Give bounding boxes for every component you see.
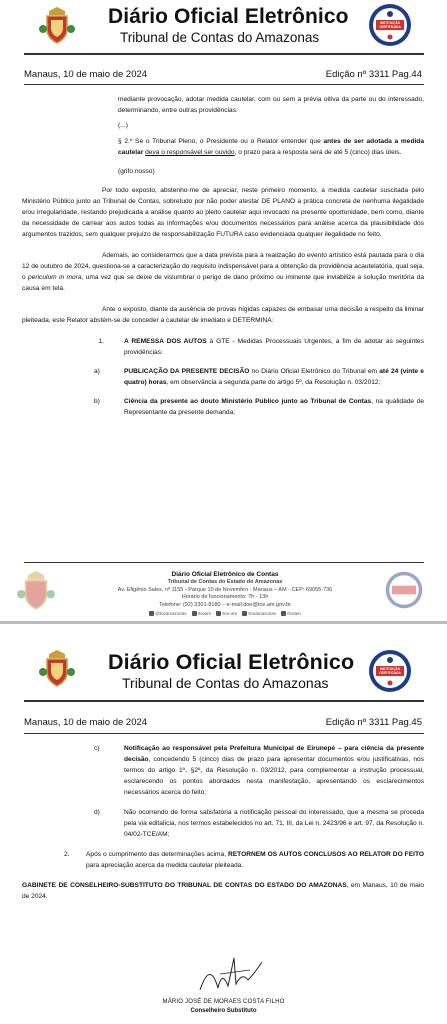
footer-line: Telefone: (92) 3301-8180 – e-mail:doe@tce.am.gov.br: [159, 601, 291, 608]
body-paragraph: Por todo exposto, abstenho-me de apreciar, neste primeiro momento, a medida cautelar suscitada pelo Ministério Público junto ao Tribunal de Contas, sobretudo por não poder atestar DE PLANO a prática concreta de nenhuma ilegalidade e/ou irregularidade, restando prejudicada a análise quanto ao pleito cautelar aqui invocado na presente oportunidade, bem como, diante da necessidade de carrear aos autos todas as informações e/ou documentos necessários para análise acerca da plausibilidade dos argumentos trazidos, sem qualquer prejuízo de responsabilização FUTURA caso evidenciada qualquer ilegalidade no feito.: [22, 187, 424, 238]
page-subtitle: Tribunal de Contas do Amazonas: [122, 675, 329, 691]
list-item: 1. A REMESSA DOS AUTOS à GTE - Medidas Processuais Urgentes, a fim de adotar as seguintes providências:: [98, 338, 424, 356]
facebook-link[interactable]: /tceam: [192, 611, 212, 616]
flickr-icon: [281, 611, 286, 616]
certification-seal-icon: [367, 2, 413, 48]
flickr-link[interactable]: /tceam: [281, 611, 301, 616]
quote-paragraph-2: § 2.º Se o Tribunal Pleno, o Presidente ou o Relator entender que antes de ser adotada a medida cautelar deva o responsável ser ouvido, o prazo para a resposta será de até 5 (cinco) dias úteis.: [118, 138, 425, 156]
subheader-rule: [24, 84, 424, 85]
handwritten-signature: [190, 950, 270, 1000]
quote-ellipsis: (...): [118, 122, 128, 129]
list-item: 2. Após o cumprimento das determinações acima, RETORNEM OS AUTOS CONCLUSOS AO RELATOR DO FEITO para apreciação acerca da medida cautelar pleiteada.: [64, 851, 424, 869]
instagram-link[interactable]: @tceamazonas: [149, 611, 186, 616]
footer-line: Tribunal de Contas do Estado do Amazonas: [167, 579, 283, 585]
footer-line: Horário de funcionamento: 7h - 13h: [181, 594, 269, 600]
instagram-icon: [149, 611, 154, 616]
body-paragraph: Ante o exposto, diante da ausência de provas hígidas capazes de embasar uma decisão a respeito da liminar pleiteada, este Relator abstém-se de conceder a cautelar de imediato e DETERMINA:: [22, 306, 424, 324]
footer-line: Av. Efigênio Sales, nº 1155 - Parque 10 de Novembro - Manaus – AM - CEP: 69055-736: [117, 586, 333, 593]
page-subtitle: Tribunal de Contas do Amazonas: [120, 30, 320, 45]
certification-seal-icon: [367, 648, 413, 694]
footer-title: Diário Oficial Eletrônico de Contas: [171, 571, 279, 578]
twitter-link[interactable]: /tce-am: [216, 611, 237, 616]
youtube-link[interactable]: /tceamazonas: [242, 611, 276, 616]
list-item: a) PUBLICAÇÃO DA PRESENTE DECISÃO no Diário Oficial Eletrônico do Tribunal em até 24 (vinte e quatro) horas, em observância a segunda parte do artigo 5º, da Resolução n. 03/2012;: [94, 368, 424, 386]
edition-number: Edição nº 3311 Pag.44: [325, 69, 422, 80]
svg-text:CERTIFICADA: CERTIFICADA: [379, 671, 401, 675]
signer-name: MÁRIO JOSÉ DE MORAES COSTA FILHO: [162, 999, 285, 1005]
closing-paragraph: GABINETE DE CONSELHEIRO-SUBSTITUTO DO TRIBUNAL DE CONTAS DO ESTADO DO AMAZONAS, em Manaus, 10 de maio de 2024.: [22, 882, 424, 900]
quote-paragraph: mediante provocação, adotar medida cautelar, com ou sem a prévia oitiva da parte ou do interessado, determinando, entre outras providências:: [118, 96, 424, 114]
footer-rule: [24, 562, 424, 563]
footer-seal-watermark: [384, 570, 424, 610]
svg-text:INSTITUIÇÃO: INSTITUIÇÃO: [379, 667, 401, 671]
youtube-icon: [242, 611, 247, 616]
social-links: [100, 611, 350, 616]
svg-text:INSTITUIÇÃO: INSTITUIÇÃO: [379, 21, 401, 25]
header-rule: [24, 700, 424, 702]
quote-note: (grifo nosso): [118, 168, 155, 175]
edition-number: Edição nº 3311 Pag.45: [325, 717, 422, 728]
body-paragraph: Ademais, ao considerarmos que a data prevista para a realização do evento artístico está pautada para o dia 12 de outubro de 2024, questiona-se a caracterização do requisito indispensável para a obtenção da providência acautelatória, qual seja, o periculum in mora, uma vez que se deixe de vislumbrar o perigo de dano próximo ou iminente que inviabilize a solução meritória da causa em tela.: [22, 252, 425, 292]
subheader-rule: [24, 733, 424, 734]
header-rule: [24, 53, 424, 55]
twitter-icon: [216, 611, 221, 616]
list-item: d) Não ocorrendo de forma satisfatória a notificação pessoal do interessado, que a mesma se proceda pela via editalícia, nos termos estabelecidos no art. 71, III, da Lei n. 2423/96 e art. 97, da Resolução n. 04/02-TCE/AM;: [94, 809, 424, 838]
page-title: Diário Oficial Eletrônico: [108, 650, 355, 674]
facebook-icon: [192, 611, 197, 616]
page-date: Manaus, 10 de maio de 2024: [24, 69, 148, 80]
page1-body: [22, 94, 424, 418]
tce-emblem-icon: [38, 648, 76, 688]
page-title: Diário Oficial Eletrônico: [108, 5, 349, 28]
list-item: b) Ciência da presente ao douto Ministério Público junto ao Tribunal de Contas, na qualidade de Representante da presente demanda;: [94, 398, 424, 416]
signer-role: Conselheiro Substituto: [190, 1008, 257, 1014]
tce-emblem-icon: [38, 5, 76, 45]
page2-body: [22, 743, 424, 902]
svg-text:CERTIFICADA: CERTIFICADA: [379, 25, 401, 29]
footer-info: [100, 570, 350, 616]
page-date: Manaus, 10 de maio de 2024: [24, 717, 148, 728]
list-item: c) Notificação ao responsável pela Prefeitura Municipal de Eirunepé – para ciência da presente decisão, concedendo 5 (cinco) dias de prazo para apresentar documentos e/ou justificativas, nos termos do artigo 1º, §2º, da Resolução n. 03/2012, para complementar a instrução processual, esclarecendo os pontos abordados nesta manifestação, apresentando os esclarecimentos necessários acerca do feito;: [94, 745, 424, 796]
footer-emblem-watermark: [16, 568, 56, 612]
page-separator: [0, 621, 447, 624]
